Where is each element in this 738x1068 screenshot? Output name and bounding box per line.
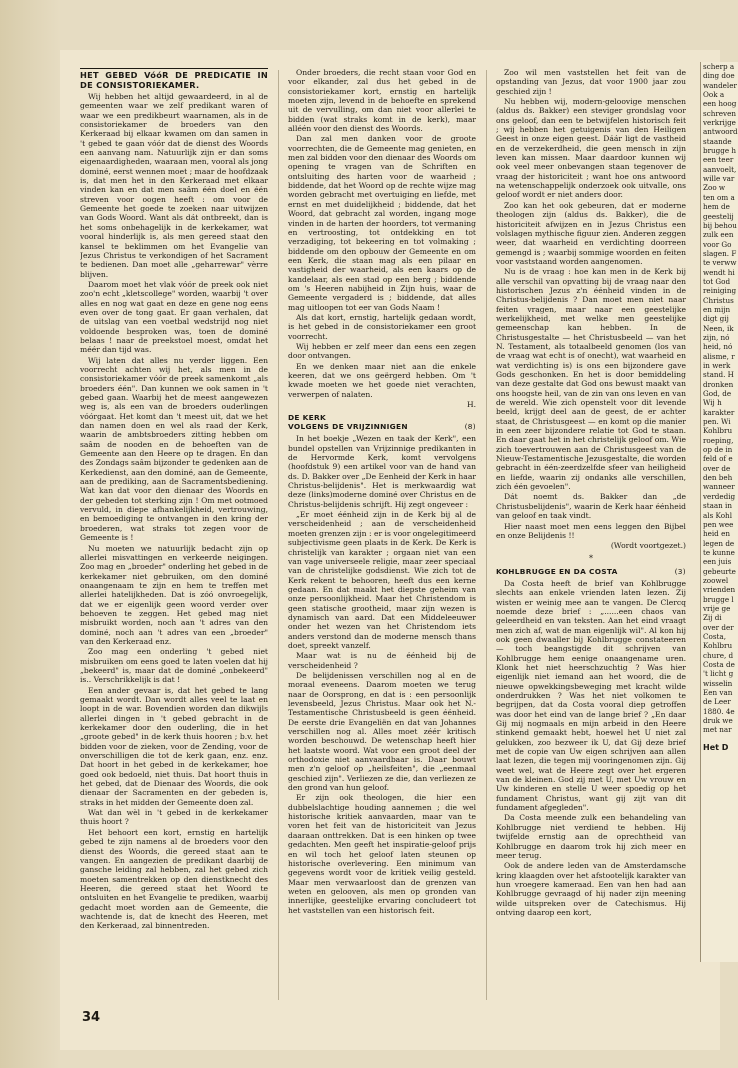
adjacent-page-line: stand. H <box>703 370 734 380</box>
page-binding <box>0 0 60 1068</box>
adjacent-page-line: brugge h <box>703 146 737 156</box>
adjacent-page-line: zoowel <box>703 575 729 585</box>
adjacent-page-line: karakter <box>703 407 735 417</box>
adjacent-page-line: wisselin <box>703 678 733 688</box>
adjacent-page-line: Kohlbru <box>703 426 733 436</box>
paragraph: „Er moet éénheid zijn in de Kerk bij al de verscheidenheid ; aan de verscheidenheid moeten grenzen zijn : er is voor ongelegitimeerd subjectivisme geen plaats in de Kerk. De Kerk is christelijk van karakter ; orgaan niet van een van vage universeele religie, maar zeer speciaal van de christelijke godsdienst. Wie zich tot de Kerk rekent te behooren, heeft dus een kerne gedaan. En dat maakt het diepste geheim van onze persoonlijkheid. Maar het Christendom is geen statische grootheid, maar zijn wezen is dynamisch van aard. Dat een Middeleeuwer onder het wezen van het Christendom iets anders verstond dan de moderne mensch thans doet, spreekt vanzelf. <box>288 510 476 650</box>
adjacent-page-line: wille var <box>703 174 735 184</box>
adjacent-page-line: met nar <box>703 725 732 735</box>
author-signature: H. <box>466 400 476 410</box>
adjacent-page-line: zijn, nó <box>703 332 730 342</box>
adjacent-page-line: ding doe <box>703 71 735 81</box>
adjacent-page-line: ten om a <box>703 192 735 202</box>
section-heading <box>288 413 476 431</box>
adjacent-page-line: Een van <box>703 688 733 698</box>
paragraph: Zoo mag een onderling 't gebed niet misbruiken om eens goed te laten voelen dat hij „bekeerd" is, maar dat de dominé „onbekeerd" is.. Verschrikkelijk is dat ! <box>80 647 268 685</box>
paragraph: Da Costa meende zulk een behandeling van Kohlbrugge niet verdiend te hebben. Hij twijfelde ernstig aan de oprechtheid van Kohlbrugge en daarom trok hij zich meer en meer terug. <box>496 813 686 860</box>
adjacent-page-line: Costa de <box>703 660 735 669</box>
adjacent-page-line: verdedig <box>703 491 736 501</box>
adjacent-page-line: God, de <box>703 389 732 399</box>
adjacent-page-line: als Kohl <box>703 510 732 520</box>
adjacent-page-line: vrienden <box>703 585 736 595</box>
column-rule <box>278 70 279 1000</box>
adjacent-page-line: de Leer <box>703 697 731 707</box>
adjacent-page-heading: Het D <box>703 742 729 752</box>
paragraph: Dan zal men danken voor de groote voorrechten, die de Gemeente mag genieten, en men zal bidden voor den dienaar des Woords om opening te vragen van de Schriften en ontsluiting des harten voor de waarheid ; biddende, dat het Woord op de rechte wijze mag worden gebracht met overtuiging en liefde, met ernst en met duidelijkheid ; biddende, dat het Woord, dat gebracht zal worden, ingang moge vinden in de harten der hoorders, tot vermaning en vertroosting, tot ontdekking en tot verzadiging, tot bekeering en tot volmaking ; biddende om den opbouw der Gemeente en om een Kerk, die staan mag als een pilaar en vastigheid der waarheid, als een kaars op de kandelaar, als een stad op een berg ; biddende om 's Heeren nabijheid in Zijn huis, waar de Gemeente vergaderd is ; biddende, dat alles mag uitloopen tot eer van Gods Naam ! <box>288 134 476 312</box>
adjacent-page-edge <box>700 62 738 962</box>
adjacent-page-line: wendt hi <box>703 267 735 277</box>
paragraph: Wij laten dat alles nu verder liggen. Een voorrecht achten wij het, als men in de consistoriekamer vóór de preek samenkomt „als broeders één". Dan kunnen we ook samen in 't gebed gaan. Waarbij het de meest aangewezen weg is, als een van de broeders ouderlingen vóórgaat. Het komt dan 't meest uit, dat we het dan namen doen en wel als raad der Kerk, waarin de ambtsbroeders zitting hebben om saâm de nooden en de behoeften van de Gemeente aan den Heere op te dragen. En dan des Zondags saâm bijzonder te gedenken aan de Kerkedienst, aan den dominé, aan de Gemeente, aan de prediking, aan de Sacramentsbediening. Wat kan dat voor den dienaar des Woords en der gebeden tot sterking zijn ! Om met ootmoed vervuld, in diepe afhankelijkheid, vertrouwing, en bemoediging te ontvangen in den kring der broederen, wat straks tot zegen voor de Gemeente is ! <box>80 355 268 543</box>
adjacent-page-line: slagen. F <box>703 248 737 258</box>
adjacent-page-line: Kohlbru <box>703 641 733 651</box>
adjacent-page-line: schreven <box>703 108 736 118</box>
adjacent-page-line: en mijn <box>703 304 731 314</box>
paragraph: Onder broeders, die recht staan voor God en voor elkander, zal dus het gebed in de consistoriekamer kort, ernstig en hartelijk moeten zijn, levend in de behoefte en sprekend uit de vervulling, om dan niet voor allerlei te bidden (wat straks komt in de kerk), maar alléén voor den dienst des Woords. <box>288 68 476 134</box>
adjacent-page-line: den beh <box>703 473 733 483</box>
paragraph: Hier naast moet men eens leggen den Bijbel en onze Belijdenis !! <box>496 521 686 540</box>
adjacent-page-line: pen. Wi <box>703 417 731 427</box>
adjacent-page-line: pen wee <box>703 519 734 529</box>
adjacent-page-line: over de <box>703 463 731 473</box>
column-2 <box>288 68 476 1008</box>
adjacent-page-line: op de in <box>703 445 733 455</box>
adjacent-page-line: Christus <box>703 295 734 305</box>
page-number: 34 <box>82 1010 101 1025</box>
adjacent-page-line: Zij di <box>703 613 722 623</box>
adjacent-page-line: heid en <box>703 529 730 539</box>
paragraph: Nu moeten we natuurlijk bedacht zijn op allerlei misvattingen en verkeerde neigingen. Zoo mag en „broeder" onderling het gebed in de kerkekamer niet gebruiken, om den dominé onaangenaam te zijn en hem te treffen met allerlei hatelijkheden. Dat is zóó onvroegelijk, dat we er eigenlijk geen woord verder over behoeven te zeggen. Het gebed mag niet misbruikt worden, noch aan 't adres van den dominé, noch aan 't adres van een „broeder" van den Kerkeraad enz. <box>80 543 268 646</box>
adjacent-page-line: een hoog <box>703 99 737 109</box>
continued-note: (Wordt voortgezet.) <box>610 541 686 551</box>
adjacent-page-line: voor Go <box>703 239 732 249</box>
article-heading: HET GEBED VóóR DE PREDICATIE IN DE CONSISTORIEKAMER. <box>80 70 268 90</box>
adjacent-page-line: legen de <box>703 538 735 548</box>
adjacent-page-line: een juis <box>703 557 732 567</box>
section-number: (8) <box>464 422 476 432</box>
paragraph: Maar wat is nu de éénheid bij de verscheidenheid ? <box>288 651 476 670</box>
paragraph: In het boekje „Wezen en taak der Kerk", een bundel opstellen van Vrijzinnige predikanten in de Hervormde Kerk, komt vervolgens (hoofdstuk 9) een artikel voor van de hand van ds. D. Bakker over „De Eenheid der Kerk in haar Christus-belijdenis". Het is merkwaardig wat deze (links)moderne dominé over Christus en de Christus-belijdenis schrijft. Hij zegt ongeveer : <box>288 434 476 509</box>
adjacent-page-line: over der <box>703 622 734 632</box>
paragraph: Een ander gevaar is, dat het gebed te lang gemaakt wordt. Dan wordt alles veel te laat en loopt in de war. Bovendien worden dan dikwijls allerlei dingen in 't gebed gebracht in de kerkekamer door den ouderling, die in het „groote gebed" in de kerk thuis hooren ; b.v. het bidden voor de zieken, voor de Zending, voor de onverschilligen die tot de kerk gaan, enz. enz. Dat hoort in het gebed in de kerkekamer, hoe goed ook bedoeld, niet thuis. Dat hoort thuis in het gebed, dat de Dienaar des Woords, die ook dienaar der Sacramenten en der gebeden is, straks in het midden der Gemeente doen zal. <box>80 685 268 807</box>
adjacent-page-line: Neen, ik <box>703 323 734 333</box>
adjacent-page-line: aanvoelt, <box>703 164 737 174</box>
adjacent-page-line: 1880. 4e <box>703 706 735 716</box>
section-title: KOHLBRUGGE EN DA COSTA <box>496 566 618 576</box>
adjacent-page-line: vrije ge <box>703 603 731 613</box>
paragraph: Nu is de vraag : hoe kan men in de Kerk bij alle verschil van opvatting bij de vraag naar den historischen Jezus z'n éénheid vinden in de Christus-belijdenis ? Dan moet men niet naar feiten vragen, maar naar een geestelijke werkelijkheid, met welke men geestelijke gemeenschap kan hebben. In de Christusgestalte — het Christusbeeld — van het N. Testament, als totaalbeeld genomen (los van de vraag wat echt is of onecht), wat waarheid en wat verdichting is) is ons een bijzondere gave Gods geschonken. En het is door bemiddeling van deze gestalte dat God ons bewust maakt van ons hoogste heil, van de zin van ons leven en van de wereld. Wie zich openstelt voor dit levende beeld, krijgt deel aan de geest, de er achter staat, de Christusgeest — en komt op die manier in een zeer bijzondere relatie tot God te staan. En daar gaat het in het christelijk geloof om. Wie zich toevertrouwen aan de Christusgeest van de Nieuw-Testamentische Jezusgestalte, die worden gebracht in één-zeerdzelfde sfeer van heiligheid en liefde, waarin zij ondanks alle verschillen, zich één gevoelen". <box>496 267 686 492</box>
adjacent-page-line: te kunne <box>703 547 735 557</box>
adjacent-page-line: gebeurte <box>703 566 736 576</box>
adjacent-page-line: zulk een <box>703 230 734 240</box>
column-1 <box>80 68 268 1008</box>
adjacent-page-line: alisme, r <box>703 351 735 361</box>
adjacent-page-line: digt gij <box>703 314 729 324</box>
paragraph: Zoo wil men vaststellen het feit van de opstanding van Jezus, dat voor 1900 jaar zou geschied zijn ! <box>496 68 686 96</box>
adjacent-page-line: geestelij <box>703 211 734 221</box>
adjacent-page-line: dronken <box>703 379 734 389</box>
adjacent-page-line: verkrijge <box>703 118 736 128</box>
paragraph: Als dat kort, ernstig, hartelijk gedaan wordt, is het gebed in de consistoriekamer een groot voorrecht. <box>288 312 476 341</box>
adjacent-page-line: wandeler <box>703 80 737 90</box>
adjacent-page-line: Wij h <box>703 398 722 408</box>
adjacent-page-line: 't licht g <box>703 669 734 679</box>
paragraph: Dát noemt ds. Bakker dan „de Christusbelijdenis", waarin de Kerk haar éénheid van geloof en taak vindt. <box>496 492 686 521</box>
section-title-line-2: VOLGENS DE VRIJZINNIGEN <box>288 422 408 432</box>
adjacent-page-line: druk we <box>703 716 733 726</box>
adjacent-page-line: Costa, <box>703 631 726 641</box>
adjacent-page-lines <box>701 62 738 735</box>
paragraph: Er zijn ook theologen, die hier een dubbelslachtige houding aannemen ; die wel historische kritiek aanvaarden, maar van te voren het feit van de historiciteit van Jezus daaraan onttrekken. Dat is een hinken op twee gedachten. Men geeft het inspiratie-geloof prijs en wil toch het geloof laten steunen op historische overlevering. Een minimum van gegevens wordt voor de kritiek veilig gesteld. Maar men verwaarloost dan de grenzen van weten en gelooven, als men op gronden van innerlijke, geestelijke ervaring concludeert tot het vaststellen van een historisch feit. <box>288 793 476 915</box>
section-heading <box>496 567 686 576</box>
section-title-line-1: DE KERK <box>288 413 327 423</box>
adjacent-page-line: wanneer <box>703 482 735 492</box>
paragraph: Wat dan wèl in 't gebed in de kerkekamer thuis hoort ? <box>80 808 268 827</box>
column-3 <box>496 68 686 1028</box>
adjacent-page-line: staan in <box>703 501 732 511</box>
paragraph: Ook de andere leden van de Amsterdamsche kring klaagden over het afstootelijk karakter van hun vroegere kameraad. Een van hen had aan Kohlbrugge gevraagd of hij nader zijn meening wilde uitspreken over de Catechismus. Hij ontving daarop een kort, <box>496 861 686 917</box>
adjacent-page-line: feld of e <box>703 454 733 464</box>
paragraph: Da Costa heeft de brief van Kohlbrugge slechts aan enkele vrienden laten lezen. Zij wisten er weinig mee aan te vangen. De Clercq noemde deze brief : „......een chaos van geleerdheid en van teksten. Aan het eind vraagt men zich af, wat de man eigenlijk wil". Al kon hij ook geen dwaaller bij Kohlbrugge constateeren — toch beangstigde dit schrijven van Kohlbrugge hem eenige onaangename uren. Klonk het niet heerschzuchtig ? Was hier eigenlijk niet iemand aan het woord, die de nieuwe opwekkingsbeweging met kracht wilde onderdrukken ? Was het niet volkomen te begrijpen, dat da Costa vooral diep getroffen was door het eind van de lange brief ? „En daar Gij mij nogmaals en mijn arbeid in den Heere stinkend gemaakt hebt, hoewel het U niet zal gelukken, zoo bezweer ik U, dat Gij deze brief met de copie van Uw eigen schrijven aan allen laat lezen, die tegen mij vooringenomen zijn. Gij weet wel, wat de Heere zegt over het ergeren van de kleinen. God zij met U, met Uw vrouw en Uw kinderen en stelle U weer spoedig op het fundament Christus, want gij zijt van dit fundament afgegleden". <box>496 578 686 813</box>
paragraph: Wij hebben er zelf meer dan eens een zegen door ontvangen. <box>288 341 476 361</box>
paragraph: De belijdenissen verschillen nog al en de moraal eveneens. Daarom moeten we terug naar de Oorsprong, en dat is : een persoonlijk levensbeeld, Jezus Christus. Maar ook het N.-Testamentische Christusbeeld is geen éénheid. De eerste drie Evangeliën en dat van Johannes verschillen nog al. Alles moet zéér kritisch worden beschouwd. De wetenschap heeft hier het laatste woord. Wat voor een groot deel der orthodoxie niet aanvaardbaar is. Daar bouwt men z'n geloof op „heilsfeiten", die „eenmaal geschied zijn". Verliezen ze die, dan verliezen ze den grond van hun geloof. <box>288 670 476 793</box>
adjacent-page-line: Ook a <box>703 90 725 100</box>
paragraph: En we denken maar niet aan die enkele keeren, dat we ons geërgerd hebben. Om 't kwade moeten we het goede niet verachten, verwerpen of nalaten. <box>288 361 476 399</box>
paragraph: Het behoort een kort, ernstig en hartelijk gebed te zijn namens al de broeders voor den dienst des Woords, die gereed staat aan te vangen. En aangezien de predikant daarbij de gansche leiding zal hebben, zal het gebed zich moeten samentrekken op den dienstknecht des Heeren, die gereed staat het Woord te ontsluiten en het Evangelie te prediken, waarbij gedacht moet worden aan de Gemeente, die wachtende is, dat de knecht des Heeren, met den Kerkeraad, zal binnentreden. <box>80 827 268 931</box>
section-number: (3) <box>674 566 686 576</box>
adjacent-page-line: antwoord <box>703 127 738 137</box>
adjacent-page-line: in werk <box>703 361 731 370</box>
paragraph: Zoo kan het ook gebeuren, dat er moderne theologen zijn (aldus ds. Bakker), die de historiciteit afwijzen en in Jezus Christus een volslagen mythische figuur zien. Anderen zeggen weer, dat waarheid en verdichting doorreen gemengd is ; waarbij sommige woorden en feiten voor vaststaand worden aangenomen. <box>496 200 686 266</box>
adjacent-page-line: bij behou <box>703 220 737 230</box>
adjacent-page-line: chure, d <box>703 650 734 660</box>
adjacent-page-line: heid, nó <box>703 342 733 352</box>
adjacent-page-line: staande <box>703 136 732 146</box>
adjacent-page-line: een teer <box>703 155 734 165</box>
separator-star-icon: * <box>589 553 593 563</box>
adjacent-page-line: tot God <box>703 276 731 286</box>
adjacent-page-line: hem de <box>703 202 730 212</box>
adjacent-page-line: scherp a <box>703 62 735 71</box>
paragraph: Wij hebben het altijd gewaardeerd, in al de gemeenten waar we zelf predikant waren of waar we een predikbeurt waarnamen, als in de consistoriekamer de broeders van den Kerkeraad bij elkaar kwamen om dan samen in 't gebed te gaan vóór dat de dienst des Woords een aanvang nam. Natuurlijk zijn er dan soms eigenaardigheden, waaraan men, vooral als jong dominé, eerst wennen moet ; maar de hoofdzaak is, dat men het in den Kerkeraad met elkaar vinden kan en dat men saâm één doel en één streven voor oogen heeft : om voor de Gemeente het goede te zoeken naar uitwijzen van Gods Woord. Want als dát ontbreekt, dan is het soms onbehagelijk in de kerkekamer, wat vooral hinderlijk is, als men gereed staat den kansel te beklimmen om het Evangelie van Jezus Christus te verkondigen of het Sacrament te bedienen. Dan moet alle „geharrewar" vèrre blijven. <box>80 92 268 279</box>
adjacent-page-line: Zoo w <box>703 183 726 193</box>
paragraph: Nu hebben wij, modern-geloovige menschen (aldus ds. Bakker) een steviger grondslag voor ons geloof, dan een te betwijfelen historisch feit ; wij hebben het getuigenis van den Heiligen Geest in onze eigen geest. Dáár ligt de vastheid en de verzekerdheid, die geen mensch in zijn leven kan missen. Maar daardoor kunnen wij ook veel meer onbevangen staan tegenover de vraag der historiciteit ; want hoe ons antwoord na wetenschappelijk onderzoek ook uitvalle, ons geloof wordt er niet anders door. <box>496 97 686 200</box>
column-rule <box>486 70 487 1000</box>
adjacent-page-line: te verww <box>703 258 737 268</box>
adjacent-page-line: roeping, <box>703 435 734 445</box>
adjacent-page-line: reiniging <box>703 286 737 296</box>
magazine-page <box>60 50 720 1050</box>
adjacent-page-line: brugge l <box>703 594 734 604</box>
paragraph: Daarom moet het vlak vóór de preek ook niet zoo'n echt „kletscollege" worden, waarbij 't over alles en nog wat gaat en deze en gene nog eens even over de tong gaat. Er gaan verhalen, dat de uitslag van een voetbal wedstrijd nog niet voldoende besproken was, toen de dominé belaas ! naar de preekstoel moest, omdat het méér dan tijd was. <box>80 279 268 355</box>
